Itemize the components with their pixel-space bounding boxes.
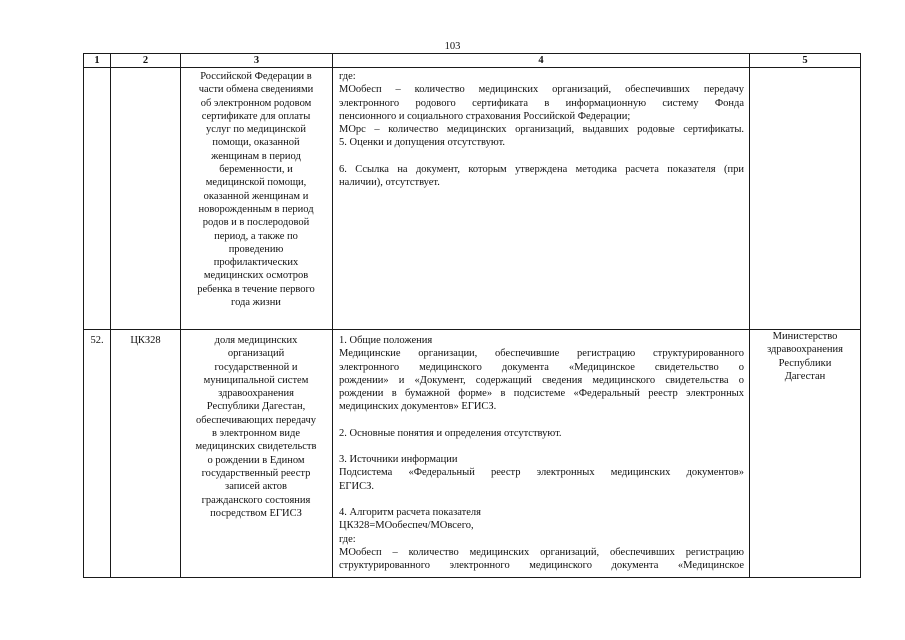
row2-code: ЦКЗ28 [130,335,161,346]
row2-method-line: рождении» и «Документ, содержащий сведения медицинского свидетельства о [339,374,744,386]
row2-name-line: медицинских свидетельств [195,441,317,453]
row1-name-line: ребенка в течение первого [197,283,315,295]
header-separator [83,67,861,68]
row2-method-line: Медицинские организации, обеспечившие регистрацию структурированного [339,348,744,360]
row1-name-line: новорожденным в период [198,203,314,215]
row2-name-line: посредством ЕГИСЗ [210,507,302,519]
row1-name-line: услуг по медицинской [206,124,306,136]
row2-indicator-name [182,334,330,520]
row1-name-line: Российской Федерации в [200,71,312,82]
row2-method-line: 2. Основные понятия и определения отсутствуют. [339,427,562,439]
row2-responsible-line: здравоохранения [767,344,843,356]
row2-name-line: записей актов [225,481,287,493]
row2-method-line: 4. Алгоритм расчета показателя [339,506,481,518]
row2-name-line: доля медицинских [214,335,298,346]
row2-method-line: структурированного электронного медицинского документа «Медицинское [339,560,744,572]
row1-name-line: беременности, и [219,164,293,176]
row1-name-line: года жизни [231,297,281,309]
row1-name-line: об электронном родовом [200,97,312,109]
row2-name-line: о рождении в Едином [207,454,305,466]
col-divider-2-3 [180,53,181,578]
row2-name-line: организаций [227,348,285,360]
header-col-4: 4 [538,55,544,66]
row1-method-line: где: [339,71,356,82]
row2-method-gap [339,414,744,427]
row1-calculation-method [339,70,744,189]
col-border-right [860,53,861,578]
header-col-5: 5 [802,55,808,66]
row2-method-line: ЦКЗ28=МОобеспеч/МОвсего, [339,520,474,532]
header-col-3: 3 [253,55,260,66]
row1-name-line: период, а также по [214,230,298,242]
header-col-1: 1 [94,55,100,66]
row1-method-gap [339,150,744,163]
row2-name-line: государственный реестр [201,467,311,479]
col-divider-4-5 [749,53,750,578]
page-number: 103 [444,41,461,52]
row2-name-line: Республики Дагестан, [206,401,306,413]
row2-name-line: гражданского состояния [201,494,311,506]
row1-name-line: женщинам в период [211,150,301,162]
row2-method-line: МОобесп – количество медицинских организаций, обеспечивших регистрацию [339,546,744,558]
row2-responsible-line: Министерство [772,331,838,342]
row2-method-line: ЕГИСЗ. [339,480,374,492]
row1-name-line: проведению [228,243,284,255]
row2-method-line: 1. Общие положения [339,335,433,346]
row1-method-line: электронного родового сертификата в информационную систему Фонда [339,97,744,109]
row2-responsible [751,330,859,383]
row1-method-line: 6. Ссылка на документ, которым утверждена методика расчета показателя (при [339,163,744,175]
row2-calculation-method [339,334,744,577]
row2-method-line: где: [339,533,356,545]
row2-method-line: электронного медицинского документа «Медицинское свидетельство о [339,361,744,373]
row2-name-line: здравоохранения [218,388,294,400]
row2-number: 52. [90,335,104,346]
row2-responsible-line: Дагестан [784,370,826,382]
row1-name-line: помощи, оказанной [212,137,300,149]
table-border-bottom [83,577,861,578]
col-border-left [83,53,84,578]
row2-method-gap [339,493,744,506]
row2-method-line: 3. Источники информации [339,454,458,466]
row2-method-line: Подсистема «Федеральный реестр электронных медицинских документов» [339,467,744,479]
row1-name-line: профилактических [213,257,299,269]
row1-name-line: оказанной женщинам и [203,190,309,202]
col-divider-3-4 [332,53,333,578]
row-separator [83,329,861,330]
row2-method-line: рождении в бумажной форме» в подсистеме «Федеральный реестр электронных [339,388,744,400]
row1-method-line: наличии), отсутствует. [339,177,440,189]
row1-method-line: 5. Оценки и допущения отсутствуют. [339,137,506,149]
row2-name-line: муниципальной систем [203,374,309,386]
row1-indicator-name [182,70,330,309]
header-col-2: 2 [142,55,149,66]
row1-method-line: МОрс – количество медицинских организаций, выдавших родовые сертификаты. [339,124,744,136]
row2-name-line: обеспечивающих передачу [195,414,317,426]
row1-name-line: части обмена сведениями [198,84,314,96]
col-divider-1-2 [110,53,111,578]
row1-method-line: пенсионного и социального страхования Российской Федерации; [339,110,631,122]
row2-name-line: государственной и [214,361,298,373]
row1-name-line: медицинской помощи, [205,177,307,189]
row1-name-line: сертификате для оплаты [201,110,311,122]
row1-name-line: медицинских осмотров [203,270,309,282]
row2-method-line: медицинских документов» ЕГИСЗ. [339,401,497,413]
row2-responsible-line: Республики [778,357,832,369]
row2-method-gap [339,440,744,453]
row2-name-line: в электронном виде [211,428,301,440]
row1-method-line: МОобесп – количество медицинских организаций, обеспечивших передачу [339,84,744,96]
row1-name-line: родов и в послеродовой [202,217,310,229]
